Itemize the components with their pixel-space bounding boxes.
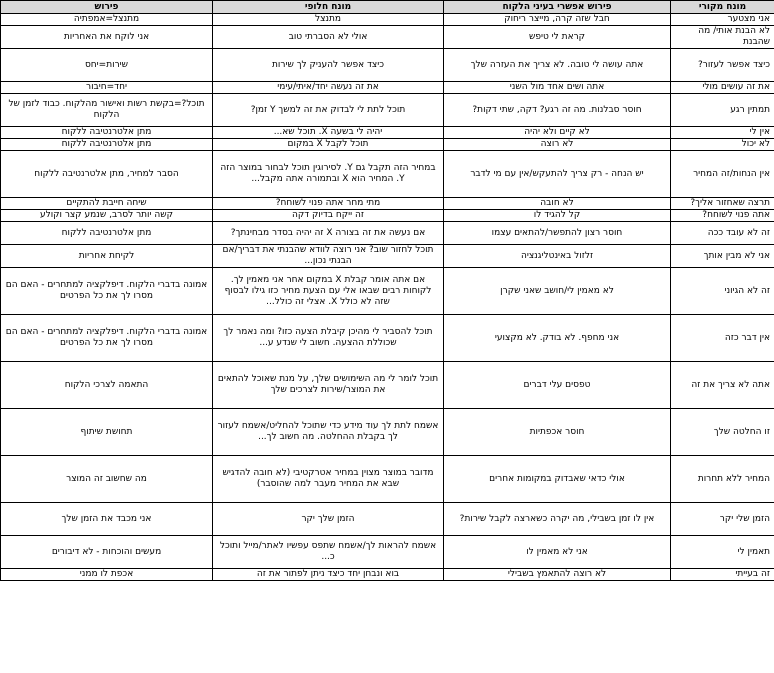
cell-explanation: מה שחשוב זה המוצר	[1, 456, 213, 503]
cell-original-term: אני מצטער	[671, 14, 774, 26]
cell-explanation: מעשים והוכחות - לא דיבורים	[1, 536, 213, 569]
cell-original-term: אין הנחות/זה המחיר	[671, 151, 774, 198]
cell-explanation: התאמה לצרכי הלקוח	[1, 362, 213, 409]
cell-original-term: תאמין לי	[671, 536, 774, 569]
cell-original-term: תרצה שאחזור אליך?	[671, 198, 774, 210]
table-row	[1, 139, 774, 151]
cell-original-term: לא הבנת אותי/ מה שהבנת	[671, 26, 774, 49]
table-row	[1, 49, 774, 82]
cell-customer-interpretation: לא רוצה להתאמץ בשבילי	[444, 569, 671, 581]
table-row	[1, 362, 774, 409]
cell-alternative-term: תוכל להסביר לי מהיכן קיבלת הצעה כזו? ומה נאמר לך שכוללת ההצעה. חשוב לי שנדע ע...	[213, 315, 444, 362]
cell-explanation: מתנצל=אמפתיה	[1, 14, 213, 26]
cell-customer-interpretation: חוסר אכפתיות	[444, 409, 671, 456]
cell-original-term: אני לא מבין אותך	[671, 245, 774, 268]
cell-explanation: יחד=חיבור	[1, 82, 213, 94]
cell-explanation: אני מכבד את הזמן שלך	[1, 503, 213, 536]
cell-explanation: לקיחת אחריות	[1, 245, 213, 268]
cell-customer-interpretation: יש הנחה - רק צריך להתעקש/אין עם מי לדבר	[444, 151, 671, 198]
cell-customer-interpretation: אני מחפף. לא בודק. לא מקצועי	[444, 315, 671, 362]
cell-customer-interpretation: טפסים עלי דברים	[444, 362, 671, 409]
cell-explanation: אכפת לו ממני	[1, 569, 213, 581]
cell-explanation: שיחה חייבת להתקיים	[1, 198, 213, 210]
header-explanation: פירוש	[1, 1, 213, 14]
table-row	[1, 210, 774, 222]
cell-customer-interpretation: לא חובה	[444, 198, 671, 210]
cell-alternative-term: אולי לא הסברתי טוב	[213, 26, 444, 49]
cell-explanation: מתן אלטרנטיבה ללקוח	[1, 127, 213, 139]
cell-explanation: הסבר למחיר, מתן אלטרנטיבה ללקוח	[1, 151, 213, 198]
cell-explanation: שירות=יחס	[1, 49, 213, 82]
table-row	[1, 94, 774, 127]
cell-customer-interpretation: לא רוצה	[444, 139, 671, 151]
cell-original-term: זו החלטה שלך	[671, 409, 774, 456]
cell-original-term: אין דבר כזה	[671, 315, 774, 362]
cell-customer-interpretation: אני לא מאמין לו	[444, 536, 671, 569]
table-row	[1, 82, 774, 94]
cell-explanation: תוכל?=בקשת רשות ואישור מהלקוח. כבוד לזמן של הלקוח	[1, 94, 213, 127]
cell-customer-interpretation: אתה ושים אחד מול השני	[444, 82, 671, 94]
cell-alternative-term: אשמח לתת לך עוד מידע כדי שתוכל להחליט/אשמח לעזור לך בקבלת ההחלטה. מה חשוב לך...	[213, 409, 444, 456]
cell-original-term: תמתין רגע	[671, 94, 774, 127]
header-customer-interpretation: פירוש אפשרי בעיני הלקוח	[444, 1, 671, 14]
cell-original-term: זה לא עובד ככה	[671, 222, 774, 245]
cell-alternative-term: אם נעשה את זה בצורה X זה יהיה בסדר מבחינתך?	[213, 222, 444, 245]
table-row	[1, 536, 774, 569]
cell-original-term: אתה פנוי לשוחח?	[671, 210, 774, 222]
header-alternative-term: מונח חלופי	[213, 1, 444, 14]
cell-customer-interpretation: חוסר רצון להתפשר/להתאים עצמו	[444, 222, 671, 245]
table-row	[1, 151, 774, 198]
cell-customer-interpretation: אולי כדאי שאבדוק במקומות אחרים	[444, 456, 671, 503]
cell-original-term: כיצד אפשר לעזור?	[671, 49, 774, 82]
cell-alternative-term: הזמן שלך יקר	[213, 503, 444, 536]
table-row	[1, 245, 774, 268]
cell-alternative-term: תוכל לתת לי לבדוק את זה למשך Y זמן?	[213, 94, 444, 127]
cell-alternative-term: בוא ונבחן יחד כיצד ניתן לפתור את זה	[213, 569, 444, 581]
cell-explanation: תחושת שיתוף	[1, 409, 213, 456]
cell-explanation: אמונה בדברי הלקוח. דיפלקציה למתחרים - האם הם מסרו לך את כל הפרטים	[1, 315, 213, 362]
cell-customer-interpretation: זלזול באינטליגנציה	[444, 245, 671, 268]
cell-customer-interpretation: לא קיים ולא יהיה	[444, 127, 671, 139]
cell-explanation: קשה יותר לסרב, שנמע קצר וקולע	[1, 210, 213, 222]
cell-original-term: זה בעייתי	[671, 569, 774, 581]
cell-customer-interpretation: לא מאמין לי/חושב שאני שקרן	[444, 268, 671, 315]
table-row	[1, 222, 774, 245]
cell-alternative-term: תוכל לומר לי מה השימושים שלך, על מנת שאוכל להתאים את המוצר/שירות לצרכים שלך	[213, 362, 444, 409]
table-row	[1, 503, 774, 536]
cell-alternative-term: במחיר הזה תקבל גם Y. לסירוגין תוכל לבחור במוצר הזה Y. המחיר הוא X ובתמורה אתה מקבל...	[213, 151, 444, 198]
cell-original-term: הזמן שלי יקר	[671, 503, 774, 536]
cell-alternative-term: את זה נעשה יחד/איתי/עימי	[213, 82, 444, 94]
header-row	[1, 1, 774, 14]
cell-customer-interpretation: אין לו זמן בשבילי, מה יקרה כשארצה לקבל שירות?	[444, 503, 671, 536]
cell-alternative-term: אם אתה אומר קבלת X במקום אחר אני מאמין לך. לקוחות רבים שבאו אלי עם הצעת מחיר כזו גילו לבסוף שזה לא כולל X. אצלי זה כולל...	[213, 268, 444, 315]
cell-alternative-term: מדובר במוצר מצוין במחיר אטרקטיבי (לא חובה להדגיש שבא את המחיר מעבר למה שהוסבר)	[213, 456, 444, 503]
cell-alternative-term: תוכל לקבל X במקום	[213, 139, 444, 151]
cell-customer-interpretation: חוסר סבלנות. מה זה רגע? דקה, שתי דקות?	[444, 94, 671, 127]
cell-explanation: מתן אלטרנטיבה ללקוח	[1, 139, 213, 151]
table-row	[1, 198, 774, 210]
cell-original-term: אין לי	[671, 127, 774, 139]
cell-customer-interpretation: קראת לי טיפש	[444, 26, 671, 49]
table-row	[1, 127, 774, 139]
table-row	[1, 14, 774, 26]
cell-alternative-term: כיצד אפשר להעניק לך שירות	[213, 49, 444, 82]
cell-original-term: לא יכול	[671, 139, 774, 151]
cell-customer-interpretation: חבל שזה קרה, מייצר ריחוק	[444, 14, 671, 26]
cell-alternative-term: יהיה לי בשעה X. תוכל שא...	[213, 127, 444, 139]
cell-original-term: זה לא הגיוני	[671, 268, 774, 315]
cell-alternative-term: אשמח להראות לך/אשמח שתפס עפשיו לאתר/מייל ותוכל כ...	[213, 536, 444, 569]
cell-original-term: המחיר ללא תחרות	[671, 456, 774, 503]
cell-alternative-term: תוכל לחזור שוב? אני רוצה לוודא שהבנתי את דבריך/אם הבנתי נכון...	[213, 245, 444, 268]
table-row	[1, 456, 774, 503]
cell-explanation: אני לוקח את האחריות	[1, 26, 213, 49]
table-row	[1, 409, 774, 456]
table-row	[1, 268, 774, 315]
cell-customer-interpretation: קל להגיד לו	[444, 210, 671, 222]
cell-original-term: אתה לא צריך את זה	[671, 362, 774, 409]
cell-alternative-term: מתי מחר אתה פנוי לשוחח?	[213, 198, 444, 210]
table-row	[1, 315, 774, 362]
cell-original-term: את זה עושים מולי	[671, 82, 774, 94]
table-row	[1, 26, 774, 49]
cell-customer-interpretation: אתה עושה לי טובה. לא צריך את העזרה שלך	[444, 49, 671, 82]
cell-explanation: מתן אלטרנטיבה ללקוח	[1, 222, 213, 245]
cell-alternative-term: מתנצל	[213, 14, 444, 26]
table-row	[1, 569, 774, 581]
header-original-term: מונח מקורי	[671, 1, 774, 14]
cell-alternative-term: זה ייקח בדיוק דקה	[213, 210, 444, 222]
cell-explanation: אמונה בדברי הלקוח. דיפלקציה למתחרים - האם הם מסרו לך את כל הפרטים	[1, 268, 213, 315]
